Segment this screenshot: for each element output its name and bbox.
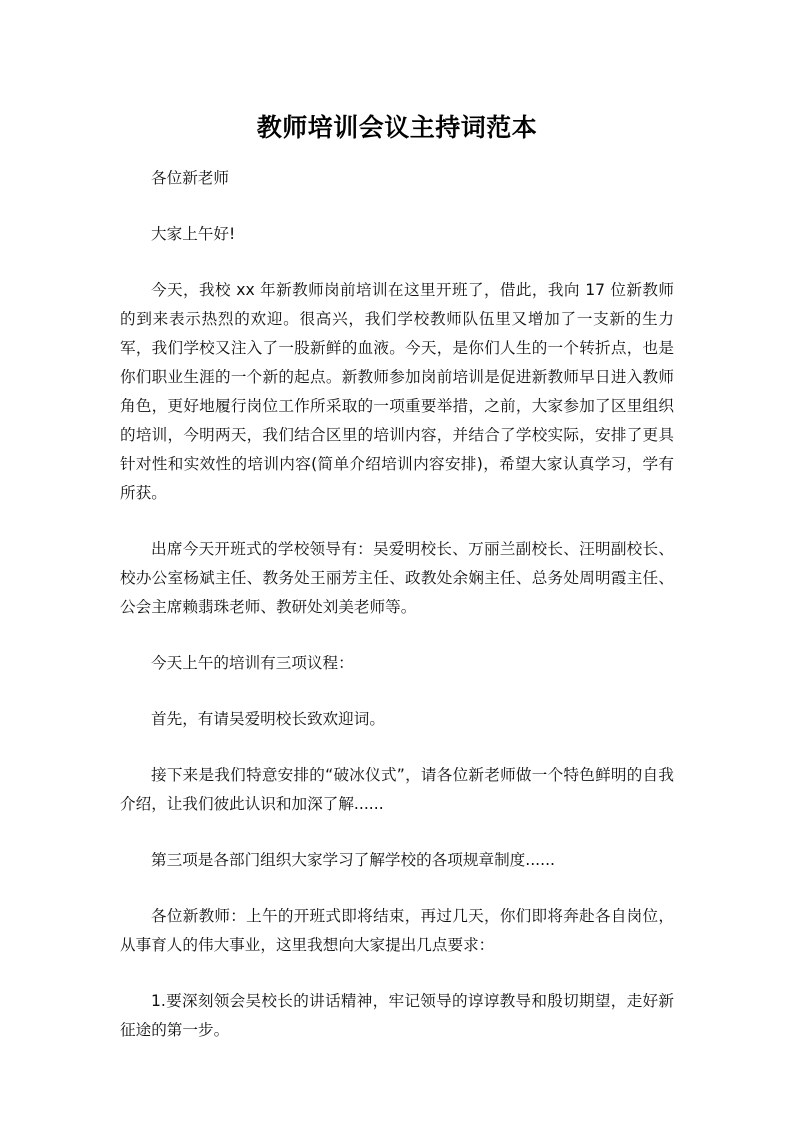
greeting: 大家上午好! <box>151 225 236 243</box>
document-page <box>120 108 674 1072</box>
document-title: 教师培训会议主持词范本 <box>256 113 538 142</box>
salutation: 各位新老师 <box>151 169 229 187</box>
paragraph-agenda-intro: 今天上午的培训有三项议程： <box>151 654 354 672</box>
paragraph-leaders: 出席今天开班式的学校领导有：吴爱明校长、万丽兰副校长、汪明副校长、校办公室杨斌主任、教务处王丽芳主任、政教处余娴主任、总务处周明霞主任、公会主席赖翡珠老师、教研处刘美老师等。 <box>120 540 674 616</box>
paragraph-agenda-first: 首先，有请吴爱明校长致欢迎词。 <box>151 710 385 728</box>
paragraph-requirements-intro: 各位新教师：上午的开班式即将结束，再过几天，你们即将奔赴各自岗位，从事育人的伟大事业，这里我想向大家提出几点要求： <box>120 907 674 954</box>
paragraph-agenda-third: 第三项是各部门组织大家学习了解学校的各项规章制度...... <box>151 851 555 869</box>
paragraph-opening: 今天，我校 xx 年新教师岗前培训在这里开班了，借此，我向 17 位新教师的到来表示热烈的欢迎。很高兴，我们学校教师队伍里又增加了一支新的生力军，我们学校又注入了一股新鲜的血液。今天，是你们人生的一个转折点，也是你们职业生涯的一个新的起点。新教师参加岗前培训是促进新教师早日进入教师角色，更好地履行岗位工作所采取的一项重要举措，之前，大家参加了区里组织的培训，今明两天，我们结合区里的培训内容，并结合了学校实际，安排了更具针对性和实效性的培训内容(简单介绍培训内容安排)，希望大家认真学习，学有所获。 <box>120 281 674 502</box>
paragraph-requirement-1: 1.要深刻领会吴校长的讲话精神，牢记领导的谆谆教导和殷切期望，走好新征途的第一步。 <box>120 992 674 1039</box>
paragraph-agenda-second: 接下来是我们特意安排的“破冰仪式”，请各位新老师做一个特色鲜明的自我介绍，让我们彼此认识和加深了解...... <box>120 766 674 813</box>
